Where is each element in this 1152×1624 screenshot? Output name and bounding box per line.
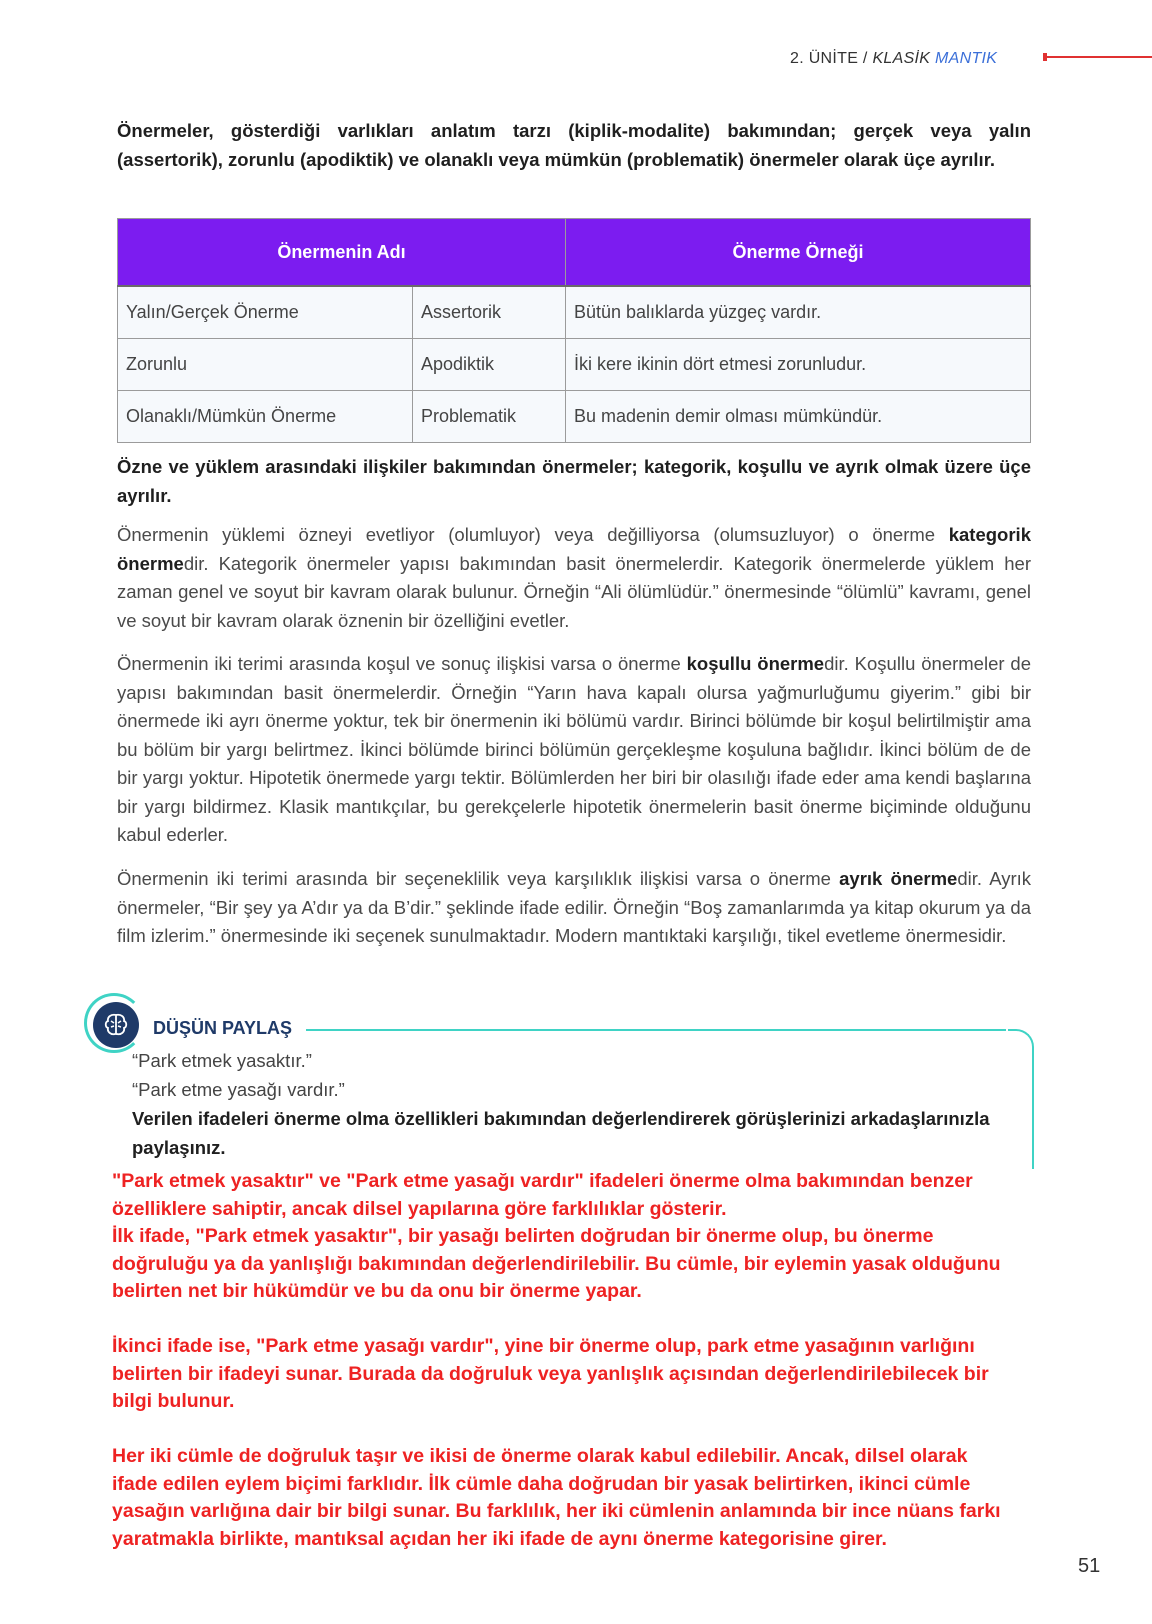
table-cell-example: Bu madenin demir olması mümkündür.	[566, 391, 1031, 443]
brain-icon	[93, 1002, 139, 1048]
intro-paragraph: Önermeler, gösterdiği varlıkları anlatım tarzı (kiplik-modalite) bakımından; gerçek veya yalın (assertorik), zorunlu (apodiktik) ve olanaklı veya mümkün (problematik) önermeler olarak üçe ayrılır.	[117, 120, 1031, 170]
table-row	[118, 391, 1031, 443]
table-cell-name: Olanaklı/Mümkün Önerme	[118, 391, 413, 443]
table-cell-example: Bütün balıklarda yüzgeç vardır.	[566, 286, 1031, 339]
kosullu-paragraph	[117, 650, 1031, 850]
think-share-box	[84, 993, 1034, 1169]
intro-block	[117, 116, 1031, 174]
table-cell-name: Zorunlu	[118, 339, 413, 391]
think-instruction: Verilen ifadeleri önerme olma özellikleri bakımından değerlendirerek görüşlerinizi arkadaşlarınızla paylaşınız.	[132, 1108, 990, 1158]
table-header-name: Önermenin Adı	[118, 219, 566, 287]
answer-paragraph-2: İlk ifade, "Park etmek yasaktır", bir yasağı belirten doğrudan bir önerme olup, bu önerme doğruluğu ya da yanlışlığı bakımından değerlendirilebilir. Bu cümle, bir eylemin yasak olduğunu belirten net bir hükümdür ve bu da onu bir önerme yapar.	[112, 1225, 1001, 1302]
relation-block	[117, 452, 1031, 510]
kosullu-term: koşullu önerme	[686, 653, 825, 674]
answer-paragraph-4: Her iki cümle de doğruluk taşır ve ikisi de önerme olarak kabul edilebilir. Ancak, dilsel olarak ifade edilen eylem biçimi farklıdır. İlk cümle daha doğrudan bir yasak belirtirken, ikinci cümle yasağın varlığına dair bir bilgi sunar. Bu farklılık, her iki cümlenin anlamında bir ince nüans farkı yaratmakla birlikte, mantıksal açıdan her iki ifade de aynı önerme kategorisine girer.	[112, 1445, 1001, 1550]
proposition-table	[117, 218, 1031, 443]
table-row	[118, 339, 1031, 391]
table-header-row	[118, 219, 1031, 287]
kategorik-block	[117, 521, 1031, 635]
header-unit-accent: MANTIK	[935, 50, 998, 67]
kategorik-pre: Önermenin yüklemi özneyi evetliyor (olumluyor) veya değilliyorsa (olumsuzluyor) o önerme	[117, 524, 949, 545]
kosullu-post: dir. Koşullu önermeler de yapısı bakımından basit önermelerdir. Örneğin “Yarın hava kapalı olursa yağmurluğumu giyerim.” gibi bir önermede iki ayrı önerme yoktur, tek bir önermenin iki bölümü vardır. Birinci bölümde bir koşul belirtilmiştir ama bu bölüm bir yargı belirtmez. İkinci bölümde birinci bölümün gerçekleşme koşuluna bağlıdır. İkinci bölüm de de bir yargı yoktur. Hipotetik önermede yargı tektir. Bölümlerden her biri bir olasılığı ifade eder ama kendi başlarına bir yargı bildirmez. Klasik mantıkçılar, bu gerekçelerle hipotetik önermelerin basit önerme biçiminde olduğunu kabul ederler.	[117, 653, 1031, 845]
answer-paragraph-3: İkinci ifade ise, "Park etme yasağı vardır", yine bir önerme olup, park etme yasağının varlığını belirten bir ifadeyi sunar. Burada da doğruluk veya yanlışlık açısından değerlendirilebilecek bir bilgi bulunur.	[112, 1335, 989, 1412]
table-row	[118, 286, 1031, 339]
table-cell-term: Apodiktik	[413, 339, 566, 391]
relation-heading: Özne ve yüklem arasındaki ilişkiler bakımından önermeler; kategorik, koşullu ve ayrık olmak üzere üçe ayrılır.	[117, 456, 1031, 506]
header-unit-italic: KLASİK	[872, 50, 936, 67]
think-title: DÜŞÜN PAYLAŞ	[153, 1018, 293, 1038]
kategorik-paragraph	[117, 521, 1031, 635]
table-cell-name: Yalın/Gerçek Önerme	[118, 286, 413, 339]
table-cell-example: İki kere ikinin dört etmesi zorunludur.	[566, 339, 1031, 391]
think-border	[1008, 1029, 1034, 1169]
kategorik-post: dir. Kategorik önermeler yapısı bakımından basit önermelerdir. Kategorik önermelerde yüklem her zaman genel ve soyut bir kavram olarak bulunur. Örneğin “Ali ölümlüdür.” önermesinde “ölümlü” kavramı, genel ve soyut bir kavram olarak öznenin bir özelliğini evetler.	[117, 552, 1031, 631]
kosullu-pre: Önermenin iki terimi arasında koşul ve sonuç ilişkisi varsa o önerme	[117, 653, 687, 674]
kosullu-block	[117, 650, 1031, 850]
answer-block	[112, 1168, 1012, 1553]
ayrik-post: dir. Ayrık önermeler, “Bir şey ya A’dır ya da B’dir.” şeklinde ifade edilir. Örneğin “Boş zamanlarımda ya kitap okurum ya da film izlerim.” önermesinde iki seçenek sunulmaktadır. Modern mantıktaki karşılığı, tikel evetleme önermesidir.	[117, 868, 1031, 946]
think-body	[132, 1046, 1002, 1162]
header-unit: 2. ÜNİTE /	[790, 50, 873, 67]
think-divider	[306, 1029, 1006, 1031]
answer-paragraph-1: "Park etmek yasaktır" ve "Park etme yasağı vardır" ifadeleri önerme olma bakımından benzer özelliklere sahiptir, ancak dilsel yapılarına göre farklılıklar gösterir.	[112, 1170, 973, 1220]
ayrik-block	[117, 865, 1031, 951]
ayrik-paragraph	[117, 865, 1031, 951]
table-cell-term: Problematik	[413, 391, 566, 443]
think-quote-1: “Park etmek yasaktır.”	[132, 1050, 312, 1071]
table-cell-term: Assertorik	[413, 286, 566, 339]
header-accent-line	[1046, 56, 1152, 58]
ayrik-pre: Önermenin iki terimi arasında bir seçeneklilik veya karşılıklık ilişkisi varsa o önerme	[117, 868, 840, 889]
page-header	[790, 50, 997, 68]
page-number: 51	[1078, 1555, 1101, 1577]
ayrik-term: ayrık önerme	[839, 868, 958, 889]
kategorik-term: kategorik önerme	[117, 524, 1031, 574]
think-quote-2: “Park etme yasağı vardır.”	[132, 1079, 345, 1100]
table-header-example: Önerme Örneği	[566, 219, 1031, 287]
